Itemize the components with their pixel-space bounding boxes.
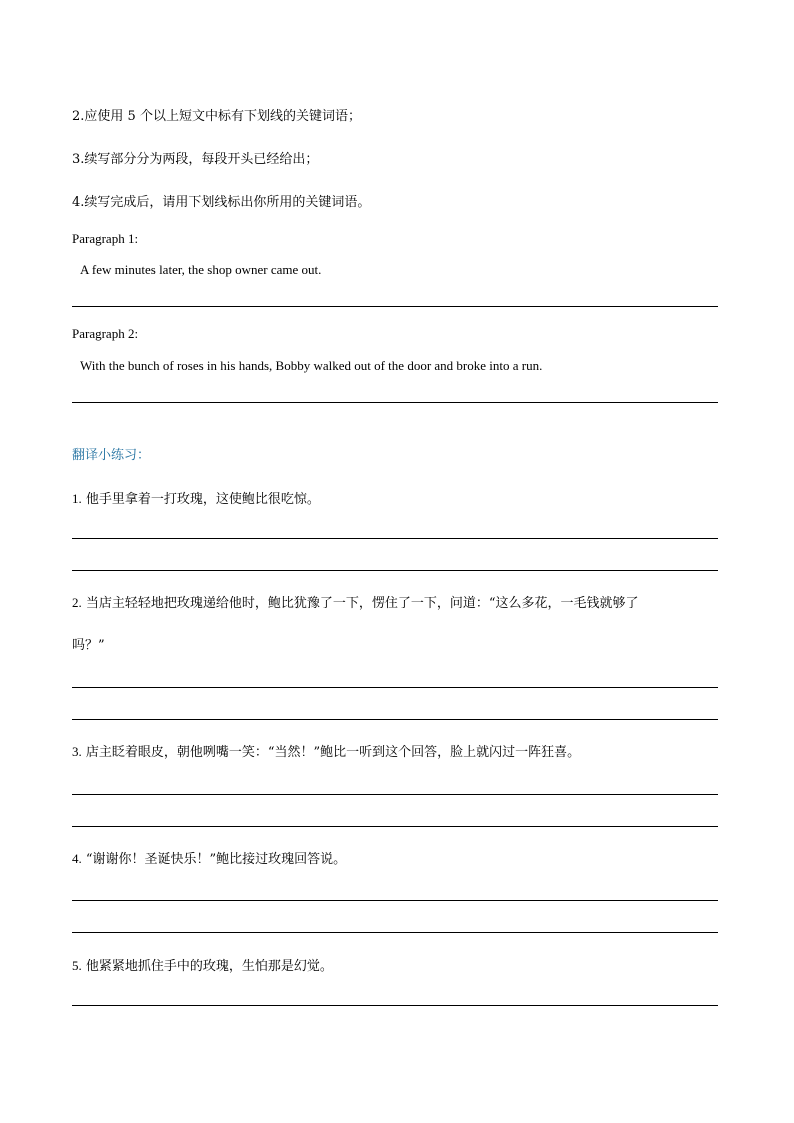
translation-item-3-answer-line[interactable] (72, 794, 718, 795)
instruction-4: 4.续写完成后，请用下划线标出你所用的关键词语。 (72, 195, 371, 210)
translation-item-4 (72, 850, 346, 869)
item-number: 1. (72, 491, 82, 506)
translation-item-2 (72, 594, 639, 613)
item-number: 5. (72, 958, 82, 973)
instruction-2: 2.应使用 5 个以上短文中标有下划线的关键词语； (72, 109, 361, 124)
paragraph-1-label: Paragraph 1: (72, 231, 139, 246)
translation-item-1-answer-line[interactable] (72, 538, 718, 539)
paragraph-1-opening: A few minutes later, the shop owner came out. (80, 262, 322, 277)
paragraph-2-opening: With the bunch of roses in his hands, Bobby walked out of the door and broke into a run. (80, 358, 543, 373)
item-text: 他紧紧地抓住手中的玫瑰，生怕那是幻觉。 (85, 959, 333, 974)
translation-item-5-answer-line[interactable] (72, 1005, 718, 1006)
item-number: 2. (72, 595, 82, 610)
translation-item-1-answer-line[interactable] (72, 570, 718, 571)
translation-item-1 (72, 490, 320, 509)
translation-item-3-answer-line[interactable] (72, 826, 718, 827)
item-number: 3. (72, 744, 82, 759)
translation-item-5 (72, 957, 333, 976)
instruction-3: 3.续写部分分为两段，每段开头已经给出； (72, 152, 319, 167)
translation-item-2-continued: 吗？” (72, 638, 105, 653)
translation-item-2-answer-line[interactable] (72, 687, 718, 688)
translation-item-2-answer-line[interactable] (72, 719, 718, 720)
paragraph-2-label: Paragraph 2: (72, 326, 139, 341)
item-text: 当店主轻轻地把玫瑰递给他时，鲍比犹豫了一下，愣住了一下，问道：“这么多花，一毛钱就够了 (85, 596, 639, 611)
translation-item-3 (72, 743, 580, 762)
item-text: 他手里拿着一打玫瑰，这使鲍比很吃惊。 (85, 492, 320, 507)
paragraph-1-answer-line[interactable] (72, 306, 718, 307)
item-text: “谢谢你！圣诞快乐！”鲍比接过玫瑰回答说。 (85, 852, 347, 867)
item-text: 店主眨着眼皮，朝他咧嘴一笑：“当然！”鲍比一听到这个回答，脸上就闪过一阵狂喜。 (85, 745, 581, 760)
translation-item-4-answer-line[interactable] (72, 932, 718, 933)
translation-heading: 翻译小练习： (72, 448, 151, 463)
item-number: 4. (72, 851, 82, 866)
translation-item-4-answer-line[interactable] (72, 900, 718, 901)
paragraph-2-answer-line[interactable] (72, 402, 718, 403)
